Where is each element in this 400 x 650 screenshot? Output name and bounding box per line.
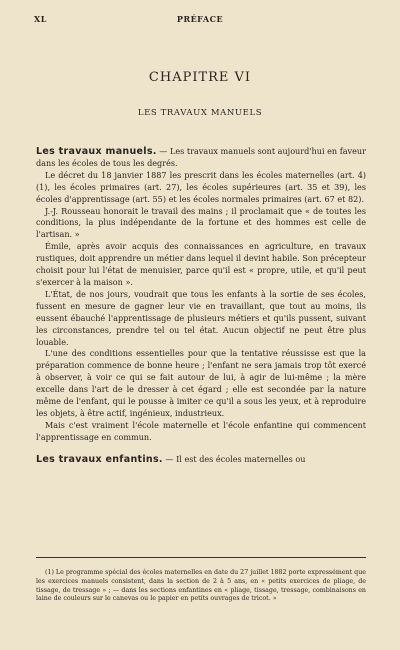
paragraph: Émile, après avoir acquis des connaissances en agriculture, en travaux rustiques, doit apprendre un métier dans lequel il devint habile. Son précepteur choisit pour lui l'état de menuisier, parce qu'il est « propre, utile, et qu'il peut s'exercer à la maison ». [36,241,366,287]
paragraph: J.-J. Rousseau honorait le travail des mains ; il proclamait que « de toutes les conditions, la plus indépendante de la fortune et des hommes est celle de l'artisan. » [36,205,366,240]
running-title: PRÉFACE [176,14,224,24]
body-text [36,146,366,466]
paragraph-lead-heading: Les travaux enfantins. [36,453,163,465]
paragraph-lead-heading: Les travaux manuels. [36,146,157,157]
footnote-text: (1) Le programme spécial des écoles maternelles en date du 27 juillet 1882 porte expressément que les exercices manuels consistent, dans la section de 2 à 5 ans, en « petits exercices de pliage, de tissage, de tressage » ; — dans les sections enfantines en « pliage, tissage, tressage, combinaisons en laine de couleurs sur le canevas ou le papier en petits ouvrages de tricot. » [36,569,366,603]
section-title: LES TRAVAUX MANUELS [137,108,263,118]
paragraph-text: — Il est des écoles maternelles ou [162,453,306,464]
running-header [0,12,400,26]
footnote-divider [36,557,366,558]
paragraph: L'une des conditions essentielles pour que la tentative réussisse est que la préparation commence de bonne heure ; l'enfant ne sera jamais trop tôt exercé à observer, à voir ce qui se fait autour de lui, à agir de lui-même ; la mère excelle dans l'art de le dresser à cet égard ; elle est secondée par la nature même de l'enfant, qui le pousse à imiter ce qu'il a sous les yeux, et à reproduire les objets, à être actif, ingénieux, industrieux. [36,348,366,418]
paragraph-text: — Les travaux manuels sont aujourd'hui en faveur dans les écoles de tous les degrés. [36,146,366,168]
chapter-heading: CHAPITRE VI [148,70,252,85]
footnote [36,569,366,604]
page-number: XL [34,14,47,24]
paragraph: Le décret du 18 janvier 1887 les prescrit dans les écoles maternelles (art. 4) (1), les écoles primaires (art. 27), les écoles supérieures (art. 35 et 39), les écoles d'apprentissage (art. 55) et les écoles normales primaires (art. 67 et 82). [36,169,366,204]
paragraph: Mais c'est vraiment l'école maternelle et l'école enfantine qui commencent l'apprentissage en commun. [36,419,366,442]
paragraph: L'État, de nos jours, voudrait que tous les enfants à la sortie de ses écoles, fussent en mesure de gagner leur vie en travaillant, que tout au moins, ils eussent ébauché l'apprentissage de plusieurs métiers et qu'ils pussent, suivant les circonstances, prendre tel ou tel état. Aucun objectif ne peut être plus louable. [36,288,366,347]
paragraph [36,454,366,466]
paragraph [36,146,366,170]
